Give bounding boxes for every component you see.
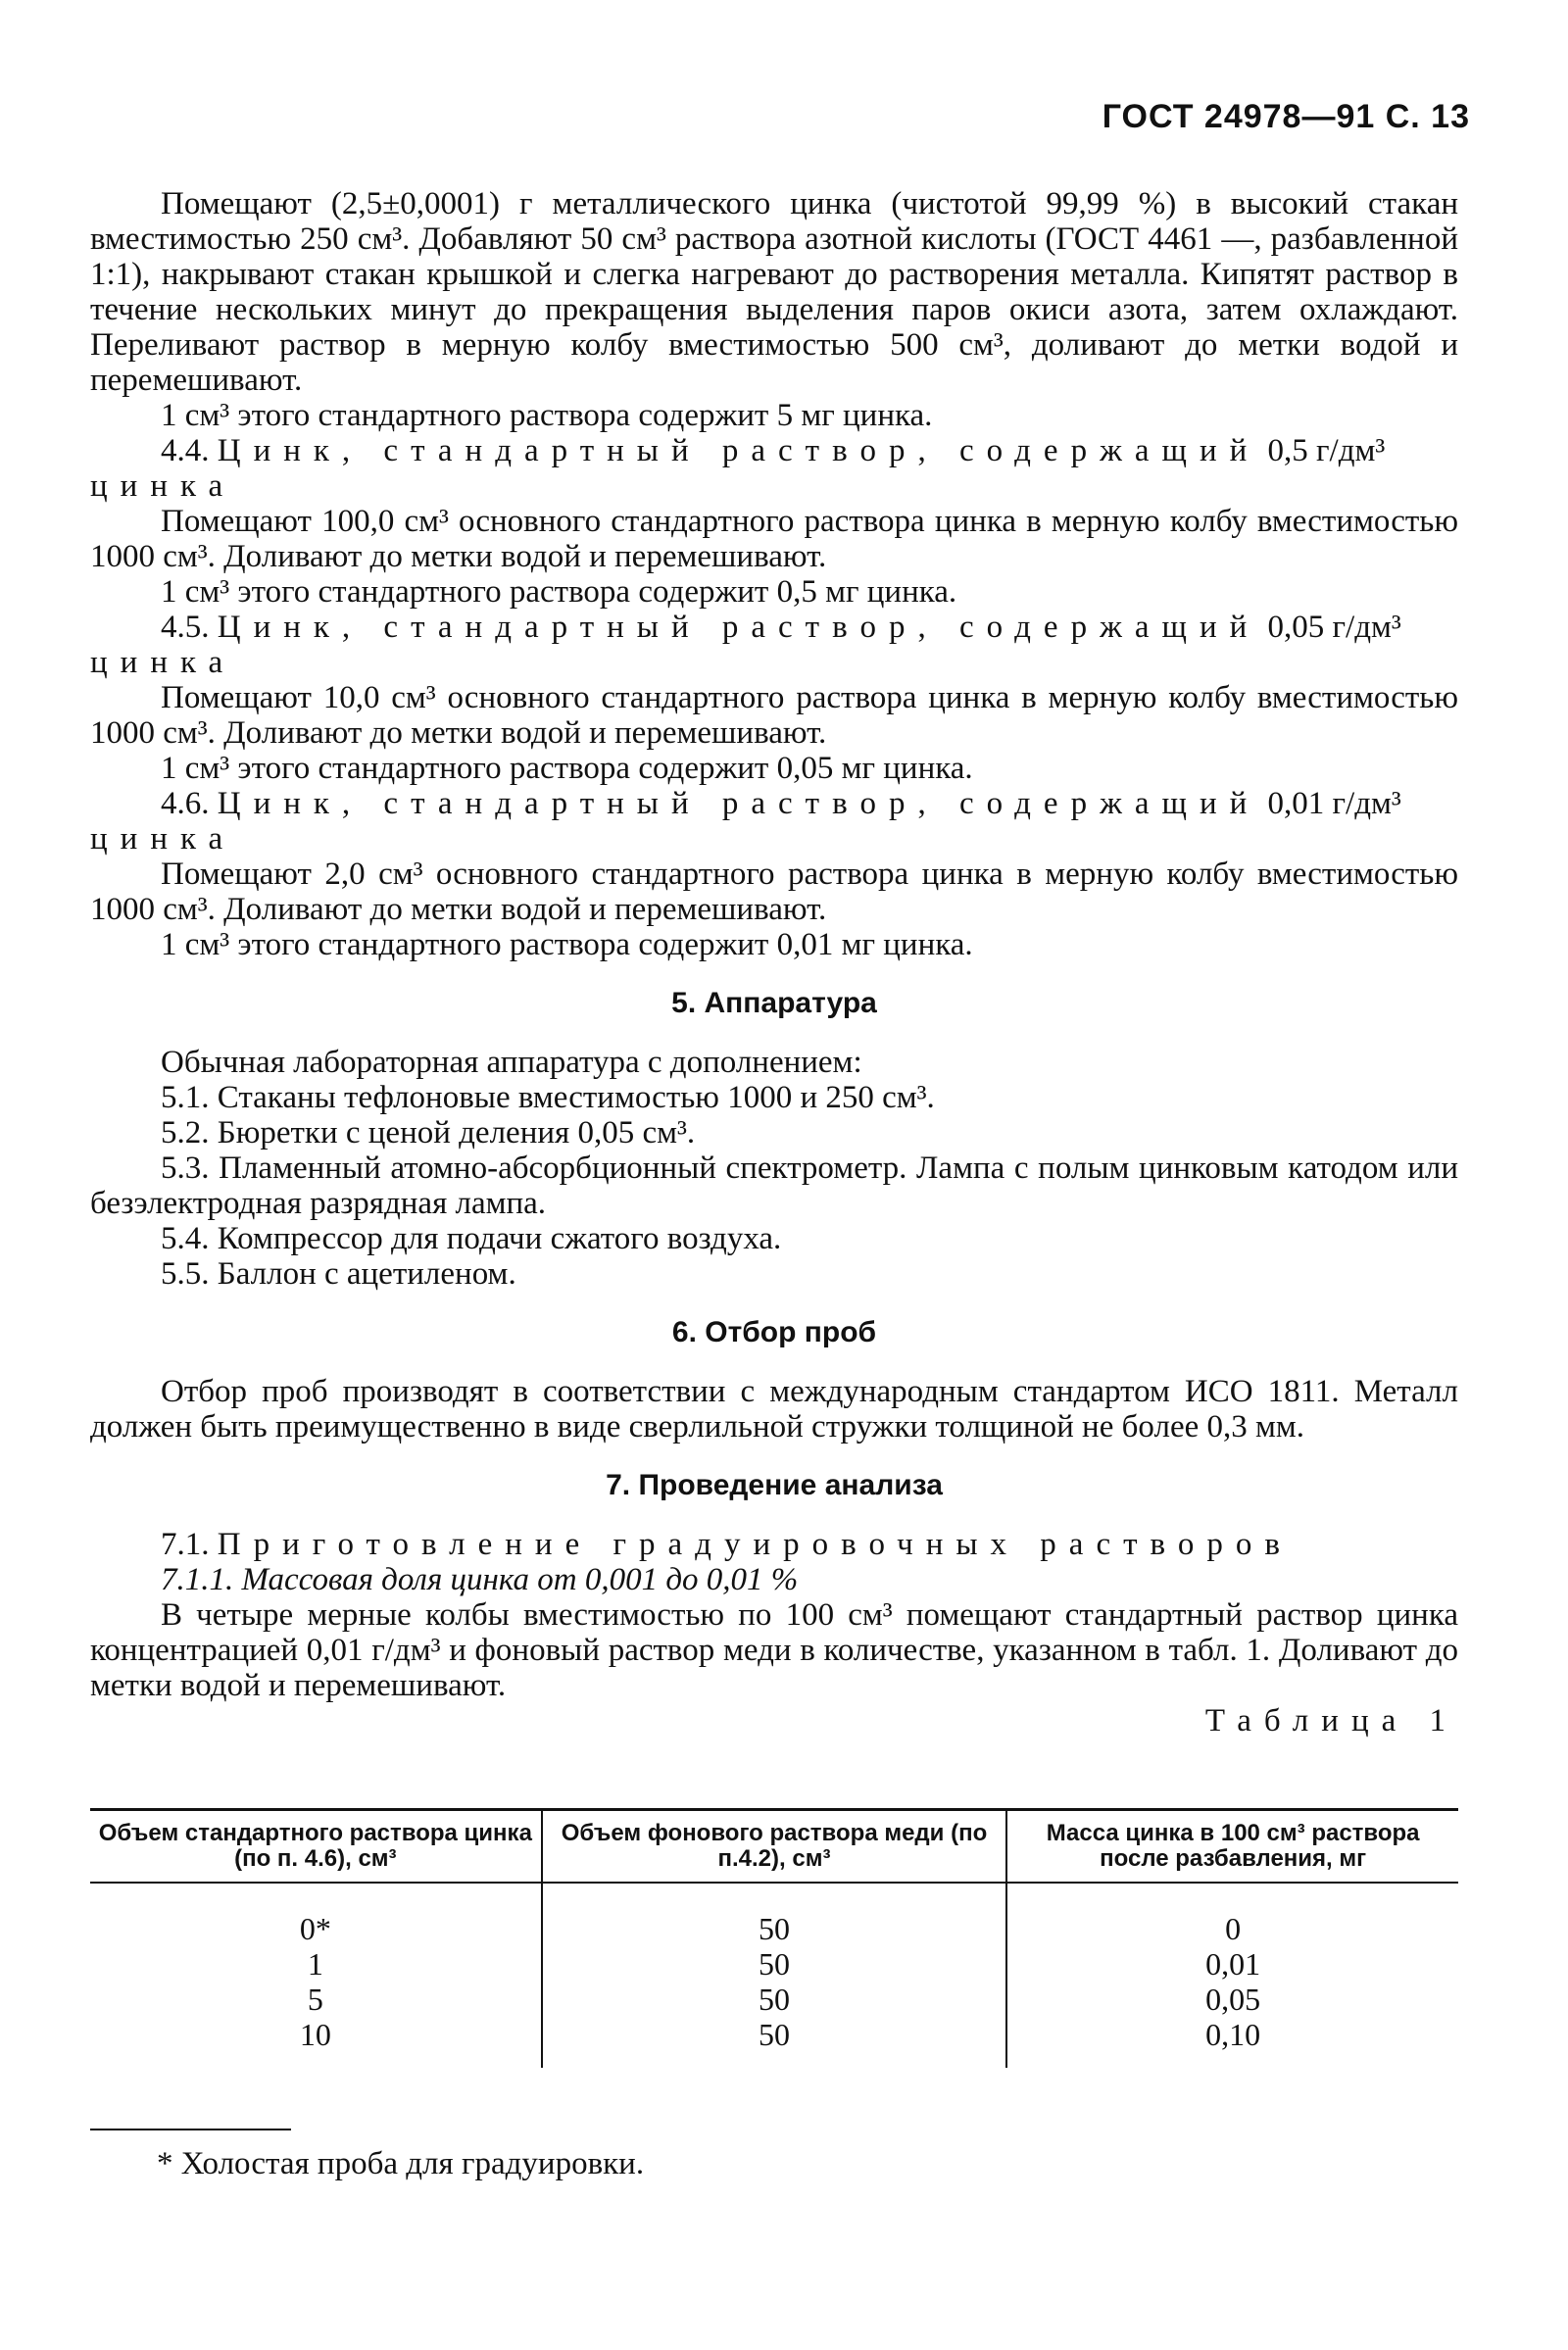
item-heading-tail: 0,05 г/дм³ <box>1267 610 1401 645</box>
item-heading-tail: 0,01 г/дм³ <box>1267 786 1401 821</box>
table-cell: 1 <box>307 1946 323 1982</box>
table-cell: 0,01 <box>1006 1946 1458 1982</box>
section-title-6: 6. Отбор проб <box>671 1316 877 1348</box>
paragraph: 1 см³ этого стандартного раствора содержит 5 мг цинка. <box>161 398 933 433</box>
list-item: 5.3. Пламенный атомно-абсорбционный спектрометр. Лампа с полым цинковым катодом или безэлектродная разрядная лампа. <box>90 1151 1458 1221</box>
item-heading-line2: цинка <box>90 821 236 857</box>
subsection-title: Приготовление градуировочных растворов <box>217 1527 1293 1562</box>
item-heading-4-4 <box>90 433 1458 468</box>
item-heading-text: Цинк, стандартный раствор, содержащий <box>217 786 1260 821</box>
table-caption: Таблица 1 <box>1204 1703 1458 1738</box>
table-row <box>90 1982 1458 2017</box>
main-text <box>90 186 1458 1738</box>
table-row <box>90 1946 1458 1982</box>
item-number: 4.5. <box>161 610 210 645</box>
paragraph: Помещают 10,0 см³ основного стандартного раствора цинка в мерную колбу вместимостью 1000 см³. Доливают до метки водой и перемешивают. <box>90 680 1458 751</box>
table-row <box>90 1883 1458 1946</box>
footnote: * Холостая проба для градуировки. <box>157 2146 645 2181</box>
paragraph: 1 см³ этого стандартного раствора содержит 0,5 мг цинка. <box>161 574 957 610</box>
paragraph: Помещают 100,0 см³ основного стандартного раствора цинка в мерную колбу вместимостью 1000 см³. Доливают до метки водой и перемешивают. <box>90 504 1458 574</box>
page-header: ГОСТ 24978—91 С. 13 <box>1102 98 1470 135</box>
section-title-5: 5. Аппаратура <box>671 987 877 1019</box>
item-heading-tail: 0,5 г/дм³ <box>1267 433 1386 468</box>
paragraph: В четыре мерные колбы вместимостью по 100 см³ помещают стандартный раствор цинка концентрацией 0,01 г/дм³ и фоновый раствор меди в количестве, указанном в табл. 1. Доливают до метки водой и перемешивают. <box>90 1597 1458 1703</box>
paragraph: 1 см³ этого стандартного раствора содержит 0,05 мг цинка. <box>161 751 973 786</box>
table-cell: 50 <box>542 2017 1007 2068</box>
paragraph: 1 см³ этого стандартного раствора содержит 0,01 мг цинка. <box>161 927 973 962</box>
item-heading-text: Цинк, стандартный раствор, содержащий <box>217 433 1260 468</box>
paragraph: Обычная лабораторная аппаратура с дополнением: <box>161 1045 862 1080</box>
table-header-row <box>90 1810 1458 1884</box>
section-title-7: 7. Проведение анализа <box>606 1469 943 1501</box>
item-heading-text: Цинк, стандартный раствор, содержащий <box>217 610 1260 645</box>
paragraph: Отбор проб производят в соответствии с международным стандартом ИСО 1811. Металл должен быть преимущественно в виде сверлильной стружки толщиной не более 0,3 мм. <box>90 1374 1458 1444</box>
list-item: 5.5. Баллон с ацетиленом. <box>161 1256 516 1292</box>
table-cell: 0,10 <box>1006 2017 1458 2068</box>
column-header: Масса цинка в 100 см³ раствора после разбавления, мг <box>1006 1810 1458 1884</box>
table-cell: 50 <box>542 1883 1007 1946</box>
table-cell: 50 <box>542 1982 1007 2017</box>
list-item: 5.4. Компрессор для подачи сжатого воздуха. <box>161 1221 782 1256</box>
table-row <box>90 2017 1458 2068</box>
item-heading-4-6 <box>90 786 1458 821</box>
list-item: 5.1. Стаканы тефлоновые вместимостью 1000 и 250 см³. <box>161 1080 935 1115</box>
item-heading-4-5 <box>90 610 1458 645</box>
item-heading-line2: цинка <box>90 468 236 504</box>
paragraph: Помещают (2,5±0,0001) г металлического цинка (чистотой 99,99 %) в высокий стакан вместимостью 250 см³. Добавляют 50 см³ раствора азотной кислоты (ГОСТ 4461 —, разбавленной 1:1), накрывают стакан крышкой и слегка нагревают до растворения металла. Кипятят раствор в течение нескольких минут до прекращения выделения паров окиси азота, затем охлаждают. Переливают раствор в мерную колбу вместимостью 500 см³, доливают до метки водой и перемешивают. <box>90 186 1458 398</box>
paragraph: Помещают 2,0 см³ основного стандартного раствора цинка в мерную колбу вместимостью 1000 см³. Доливают до метки водой и перемешивают. <box>90 857 1458 927</box>
subsection-heading <box>90 1527 1458 1562</box>
subsubsection-heading: 7.1.1. Массовая доля цинка от 0,001 до 0,01 % <box>161 1562 799 1597</box>
footnote-divider <box>90 2129 291 2130</box>
column-header: Объем фонового раствора меди (по п.4.2), см³ <box>542 1810 1007 1884</box>
table-cell: 0 <box>1006 1883 1458 1946</box>
table-cell: 10 <box>299 2017 331 2052</box>
item-number: 4.4. <box>161 433 210 468</box>
item-number: 4.6. <box>161 786 210 821</box>
column-header: Объем стандартного раствора цинка (по п. 4.6), см³ <box>90 1810 542 1884</box>
table-cell: 50 <box>542 1946 1007 1982</box>
data-table <box>90 1808 1458 2068</box>
subsection-number: 7.1. <box>161 1527 210 1562</box>
item-heading-line2: цинка <box>90 645 236 680</box>
table-cell: 0,05 <box>1006 1982 1458 2017</box>
table-cell: 0* <box>299 1911 331 1946</box>
table-cell: 5 <box>307 1982 323 2017</box>
list-item: 5.2. Бюретки с ценой деления 0,05 см³. <box>161 1115 696 1151</box>
